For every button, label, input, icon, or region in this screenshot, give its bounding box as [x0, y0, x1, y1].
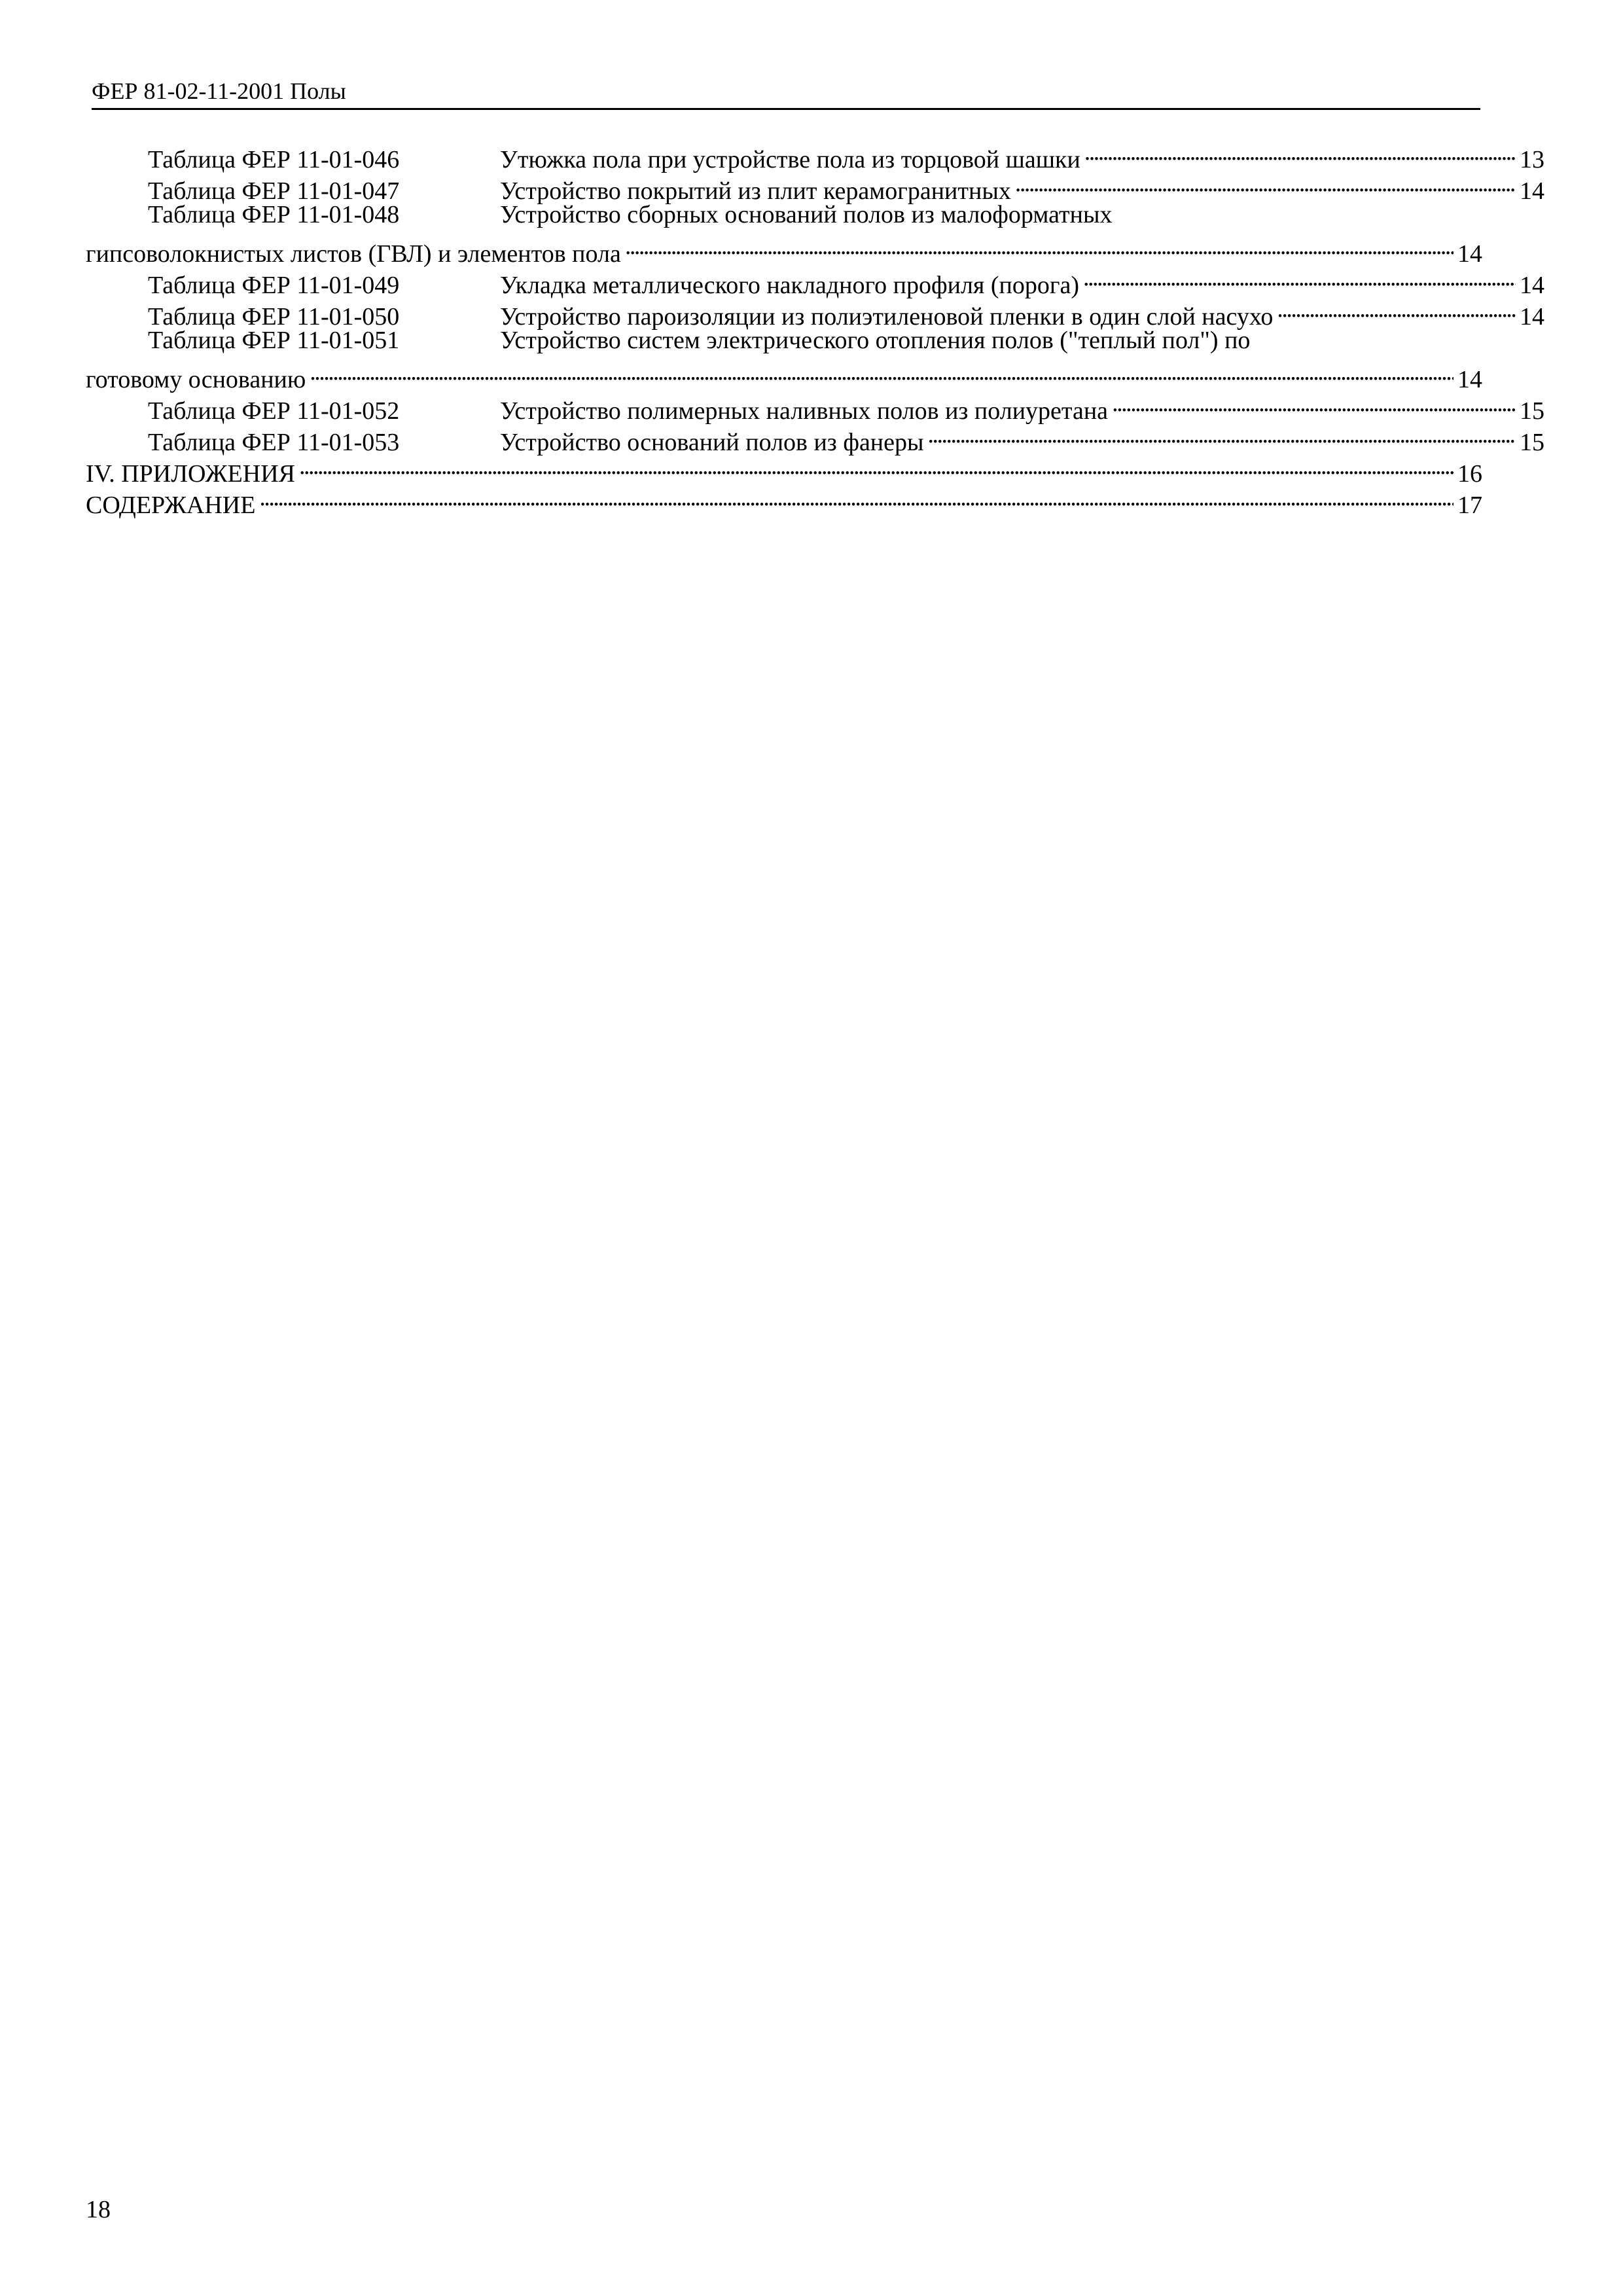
toc-entry-code: Таблица ФЕР 11-01-047	[148, 177, 400, 205]
toc-entry-title: Устройство систем электрического отопления полов ("теплый пол") по	[500, 327, 1251, 354]
toc-entry-code: Таблица ФЕР 11-01-048	[148, 201, 400, 228]
toc-entry-title-continuation: готовому основанию	[86, 366, 306, 393]
toc-entry-title: Устройство оснований полов из фанеры	[500, 429, 924, 456]
toc-leader-dots	[310, 356, 1454, 387]
page-header	[92, 73, 1480, 110]
toc-entry-code: Таблица ФЕР 11-01-049	[148, 272, 400, 299]
toc-entry-page: 15	[1520, 397, 1544, 425]
toc-leader-dots	[928, 419, 1516, 450]
page-number: 18	[86, 2196, 111, 2223]
toc-leader-dots	[1083, 262, 1516, 293]
toc-entry-continuation[interactable]	[86, 230, 1482, 268]
toc-entry-title: Утюжка пола при устройстве пола из торцовой шашки	[500, 146, 1080, 173]
toc-entry-title: Устройство покрытий из плит керамогранитных	[500, 177, 1011, 205]
toc-entry-continuation[interactable]	[86, 356, 1482, 393]
toc-entry[interactable]	[86, 419, 1544, 456]
toc-leader-dots	[1112, 387, 1516, 419]
toc-entry-title: Устройство полимерных наливных полов из полиуретана	[500, 397, 1109, 425]
toc-entry-page: 14	[1457, 240, 1482, 268]
toc-entry-code: Таблица ФЕР 11-01-053	[148, 429, 400, 456]
toc-entry[interactable]	[86, 293, 1544, 331]
toc-entry-page: 13	[1520, 146, 1544, 173]
toc-section-page: 17	[1457, 492, 1482, 519]
toc-entry[interactable]	[86, 262, 1544, 299]
toc-entry-page: 14	[1520, 272, 1544, 299]
toc-section-contents[interactable]	[86, 482, 1482, 519]
toc-section-title: СОДЕРЖАНИЕ	[86, 492, 256, 519]
toc-leader-dots	[1277, 293, 1516, 325]
document-title: ФЕР 81-02-11-2001 Полы	[92, 78, 346, 104]
toc-entry-page: 15	[1520, 429, 1544, 456]
toc-entry[interactable]	[86, 168, 1544, 205]
toc-entry[interactable]	[86, 325, 1482, 356]
toc-leader-dots	[259, 482, 1454, 513]
toc-leader-dots	[1015, 168, 1516, 199]
toc-entry[interactable]	[86, 136, 1544, 173]
toc-entry-code: Таблица ФЕР 11-01-052	[148, 397, 400, 425]
toc-entry[interactable]	[86, 387, 1544, 425]
toc-section-title: IV. ПРИЛОЖЕНИЯ	[86, 460, 295, 488]
toc-section-page: 16	[1457, 460, 1482, 488]
toc-section-appendices[interactable]	[86, 450, 1482, 488]
toc-entry-page: 14	[1457, 366, 1482, 393]
toc-leader-dots	[299, 450, 1454, 482]
toc-entry-title-continuation: гипсоволокнистых листов (ГВЛ) и элементов пола	[86, 240, 621, 268]
toc-entry-title: Устройство пароизоляции из полиэтиленовой пленки в один слой насухо	[500, 303, 1274, 331]
table-of-contents	[86, 136, 1544, 519]
toc-entry-title: Укладка металлического накладного профиля (порога)	[500, 272, 1079, 299]
toc-entry[interactable]	[86, 199, 1482, 230]
toc-entry-code: Таблица ФЕР 11-01-046	[148, 146, 400, 173]
toc-entry-code: Таблица ФЕР 11-01-050	[148, 303, 400, 331]
toc-entry-page: 14	[1520, 177, 1544, 205]
toc-entry-title: Устройство сборных оснований полов из малоформатных	[500, 201, 1113, 228]
toc-leader-dots	[625, 230, 1454, 262]
toc-entry-code: Таблица ФЕР 11-01-051	[148, 327, 400, 354]
toc-leader-dots	[1084, 136, 1516, 168]
toc-entry-page: 14	[1520, 303, 1544, 331]
